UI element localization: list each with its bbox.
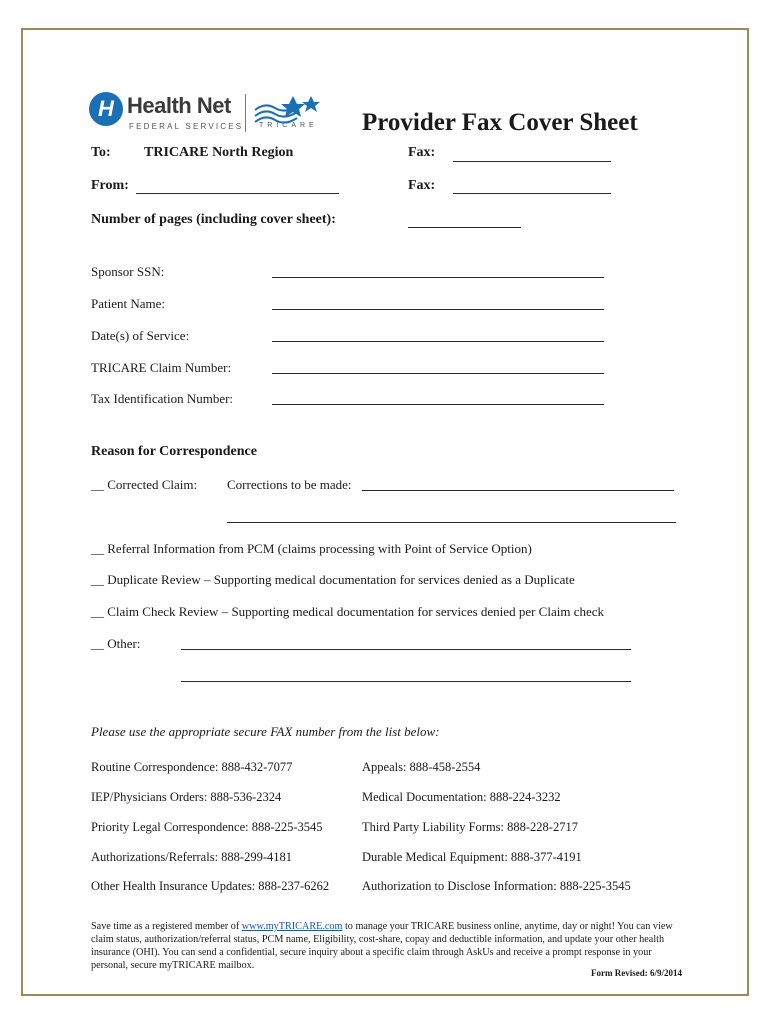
- footer-text-before: Save time as a registered member of: [91, 921, 242, 932]
- from-field[interactable]: [136, 193, 339, 194]
- footer-paragraph: [91, 920, 681, 972]
- fax-item-third-party: Third Party Liability Forms: 888-228-2717: [362, 820, 578, 834]
- tax-id-field[interactable]: [272, 404, 604, 405]
- other-option[interactable]: __ Other:: [91, 636, 141, 651]
- fax-list-intro: Please use the appropriate secure FAX number from the list below:: [91, 724, 440, 739]
- tricare-eagle-icon: [253, 92, 333, 124]
- form-revised: Form Revised: 6/9/2014: [591, 968, 682, 978]
- health-net-logo: [89, 92, 339, 138]
- from-label: From:: [91, 178, 129, 193]
- fax-item-iep: IEP/Physicians Orders: 888-536-2324: [91, 790, 282, 804]
- referral-option[interactable]: __ Referral Information from PCM (claims processing with Point of Service Option): [91, 541, 532, 556]
- other-field-2[interactable]: [181, 681, 631, 682]
- pages-field[interactable]: [408, 227, 521, 228]
- logo-name: Health Net: [127, 93, 231, 118]
- fax-item-disclose: Authorization to Disclose Information: 888-225-3545: [362, 879, 631, 893]
- dates-of-service-field[interactable]: [272, 341, 604, 342]
- fax-item-medical-doc: Medical Documentation: 888-224-3232: [362, 790, 561, 804]
- corrected-claim-option[interactable]: __ Corrected Claim:: [91, 477, 198, 492]
- fax-item-ohi: Other Health Insurance Updates: 888-237-6262: [91, 879, 330, 893]
- fax-field-1[interactable]: [453, 161, 611, 162]
- fax-item-authorizations: Authorizations/Referrals: 888-299-4181: [91, 850, 292, 864]
- logo-tricare-text: TRICARE: [259, 122, 318, 129]
- other-field-1[interactable]: [181, 649, 631, 650]
- claim-number-field[interactable]: [272, 373, 604, 374]
- to-value: TRICARE North Region: [144, 145, 294, 160]
- mytricare-link[interactable]: www.myTRICARE.com: [241, 921, 343, 932]
- fax-label-2: Fax:: [408, 178, 436, 193]
- health-net-mark-icon: H: [89, 92, 123, 126]
- footer-text-after: to manage your TRICARE business online, anytime, day or night! You can view claim status, authorization/referral status, PCM name, Eligibility, cost-share, copay and deductible information, and update your other health insurance (OHI). You can send a confidential, secure inquiry about a specific claim through AskUs and receive a prompt response in your personal, secure myTRICARE mailbox.: [91, 921, 673, 971]
- patient-name-label: Patient Name:: [91, 296, 166, 311]
- logo-divider: [245, 94, 246, 132]
- page-title: Provider Fax Cover Sheet: [362, 109, 638, 136]
- sponsor-ssn-field[interactable]: [272, 277, 604, 278]
- claim-number-label: TRICARE Claim Number:: [91, 360, 232, 375]
- fax-item-dme: Durable Medical Equipment: 888-377-4191: [362, 850, 582, 864]
- tax-id-label: Tax Identification Number:: [91, 391, 234, 406]
- to-label: To:: [91, 145, 111, 160]
- fax-item-appeals: Appeals: 888-458-2554: [362, 760, 481, 774]
- duplicate-review-option[interactable]: __ Duplicate Review – Supporting medical documentation for services denied as a Duplicate: [91, 572, 575, 587]
- patient-name-field[interactable]: [272, 309, 604, 310]
- pages-label: Number of pages (including cover sheet):: [91, 212, 336, 227]
- fax-field-2[interactable]: [453, 193, 611, 194]
- logo-subtitle: FEDERAL SERVICES: [129, 122, 244, 131]
- sponsor-ssn-label: Sponsor SSN:: [91, 264, 165, 279]
- corrections-label: Corrections to be made:: [227, 477, 352, 492]
- fax-item-priority-legal: Priority Legal Correspondence: 888-225-3545: [91, 820, 323, 834]
- fax-item-routine: Routine Correspondence: 888-432-7077: [91, 760, 293, 774]
- corrections-field-2[interactable]: [227, 522, 676, 523]
- claim-check-option[interactable]: __ Claim Check Review – Supporting medical documentation for services denied per Claim check: [91, 604, 604, 619]
- reason-heading: Reason for Correspondence: [91, 444, 257, 459]
- dates-of-service-label: Date(s) of Service:: [91, 328, 190, 343]
- fax-label-1: Fax:: [408, 145, 436, 160]
- corrections-field-1[interactable]: [362, 490, 674, 491]
